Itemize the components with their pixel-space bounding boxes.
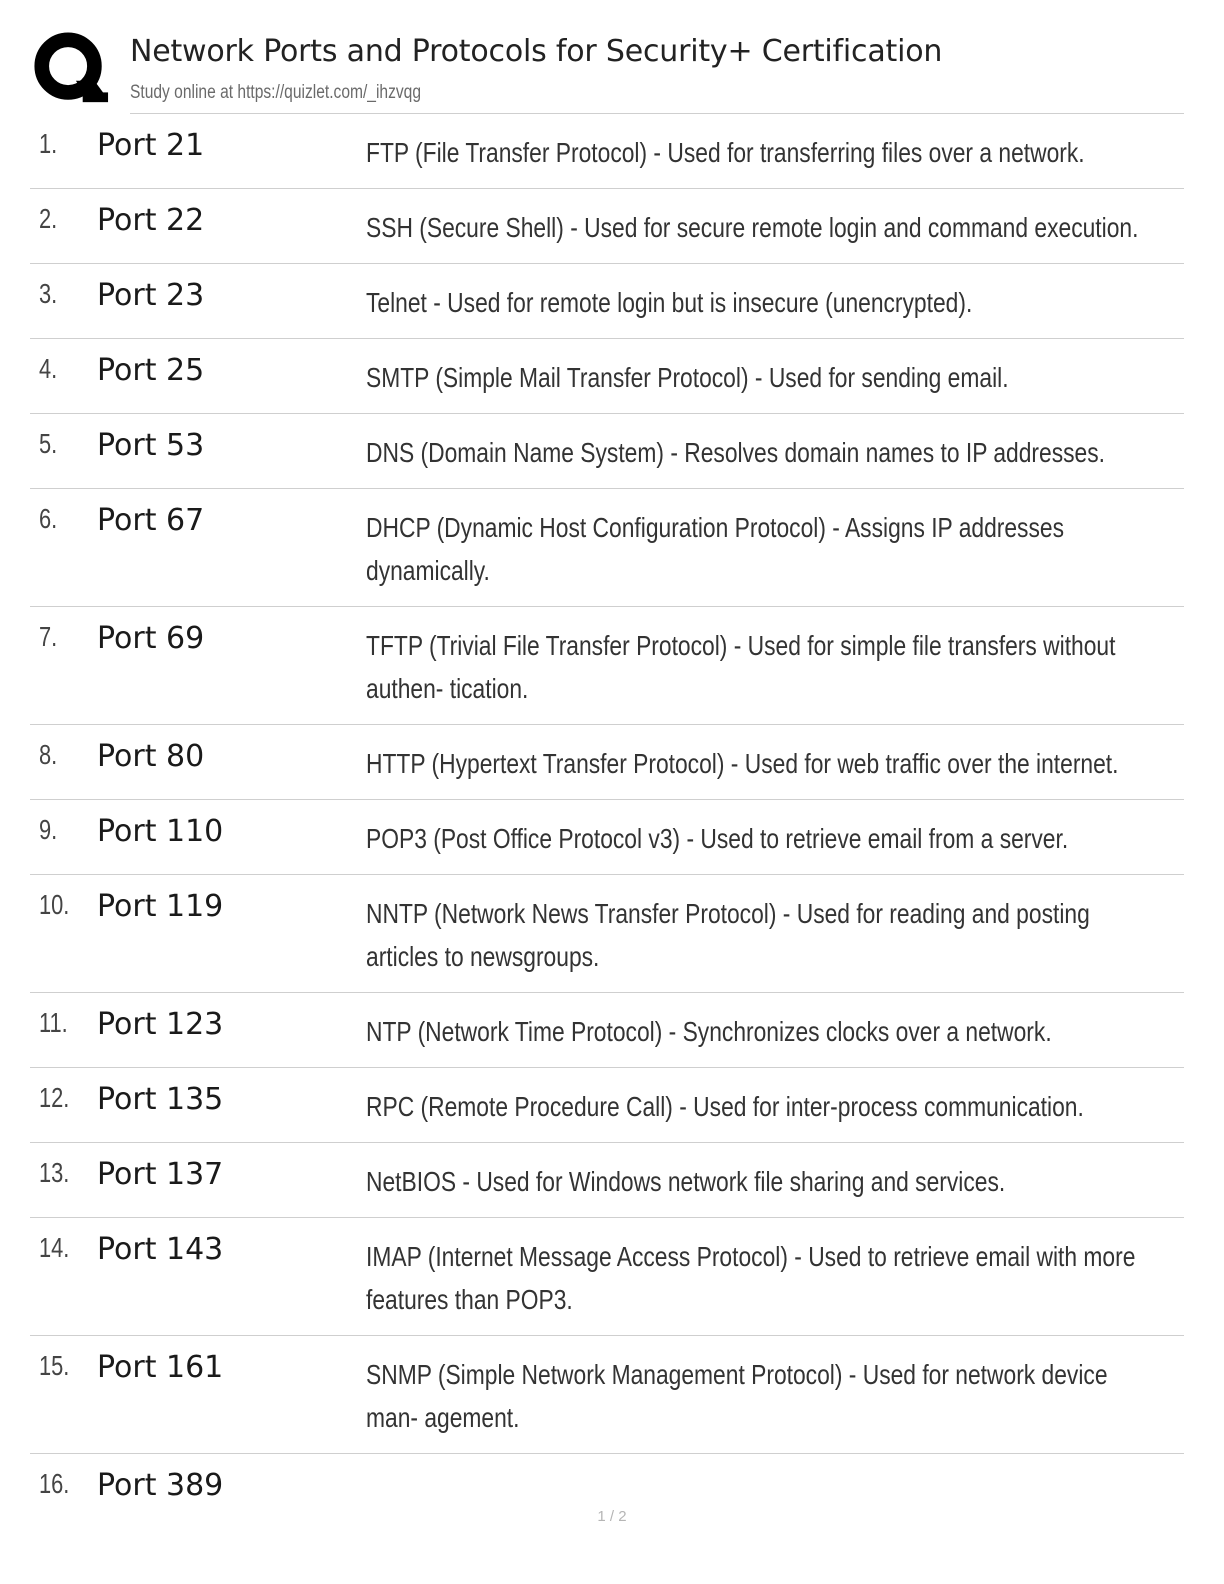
card-term: Port 110 bbox=[97, 814, 224, 849]
card-row bbox=[30, 993, 1184, 1068]
card-term: Port 23 bbox=[97, 278, 205, 313]
card-definition: SMTP (Simple Mail Transfer Protocol) - Used for sending email. bbox=[366, 362, 1009, 393]
card-definition: NetBIOS - Used for Windows network file sharing and services. bbox=[366, 1166, 1006, 1197]
card-term: Port 119 bbox=[97, 889, 224, 924]
card-number: 11. bbox=[39, 1007, 68, 1038]
card-row bbox=[30, 607, 1184, 725]
card-row bbox=[30, 875, 1184, 993]
page-title: Network Ports and Protocols for Security+ Certification bbox=[130, 34, 943, 69]
card-number: 3. bbox=[39, 278, 58, 309]
card-term: Port 21 bbox=[97, 128, 205, 163]
card-term: Port 69 bbox=[97, 621, 205, 656]
card-row bbox=[30, 1218, 1184, 1336]
card-row bbox=[30, 189, 1184, 264]
card-number: 12. bbox=[39, 1082, 70, 1113]
card-term: Port 137 bbox=[97, 1157, 224, 1192]
page-header bbox=[30, 28, 1184, 114]
card-number: 1. bbox=[39, 128, 58, 159]
card-definition bbox=[366, 1466, 1165, 1471]
card-number: 16. bbox=[39, 1468, 70, 1499]
card-definition: IMAP (Internet Message Access Protocol) - Used to retrieve email with more features than POP3. bbox=[366, 1241, 1136, 1315]
card-term: Port 389 bbox=[97, 1468, 224, 1503]
card-term: Port 135 bbox=[97, 1082, 224, 1117]
card-definition: FTP (File Transfer Protocol) - Used for transferring files over a network. bbox=[366, 137, 1085, 168]
card-definition: HTTP (Hypertext Transfer Protocol) - Used for web traffic over the internet. bbox=[366, 748, 1119, 779]
card-number: 7. bbox=[39, 621, 58, 652]
card-term: Port 80 bbox=[97, 739, 205, 774]
card-number: 10. bbox=[39, 889, 70, 920]
card-definition: Telnet - Used for remote login but is insecure (unencrypted). bbox=[366, 287, 973, 318]
card-list bbox=[30, 114, 1184, 1529]
card-term: Port 22 bbox=[97, 203, 205, 238]
card-definition: DHCP (Dynamic Host Configuration Protocol) - Assigns IP addresses dynamically. bbox=[366, 512, 1064, 586]
card-definition: SSH (Secure Shell) - Used for secure remote login and command execution. bbox=[366, 212, 1139, 243]
card-number: 13. bbox=[39, 1157, 70, 1188]
page-indicator: 1 / 2 bbox=[597, 1508, 627, 1525]
card-number: 2. bbox=[39, 203, 58, 234]
study-link-text: Study online at https://quizlet.com/_ihzvqg bbox=[130, 82, 421, 103]
quizlet-logo-icon bbox=[32, 30, 110, 108]
card-term: Port 53 bbox=[97, 428, 205, 463]
card-term: Port 143 bbox=[97, 1232, 224, 1267]
card-row bbox=[30, 800, 1184, 875]
card-number: 9. bbox=[39, 814, 58, 845]
card-definition: NTP (Network Time Protocol) - Synchronizes clocks over a network. bbox=[366, 1016, 1052, 1047]
card-row bbox=[30, 725, 1184, 800]
card-definition: TFTP (Trivial File Transfer Protocol) - Used for simple file transfers without authen- tication. bbox=[366, 630, 1116, 704]
card-definition: POP3 (Post Office Protocol v3) - Used to retrieve email from a server. bbox=[366, 823, 1069, 854]
card-row bbox=[30, 1143, 1184, 1218]
card-term: Port 25 bbox=[97, 353, 205, 388]
card-definition: RPC (Remote Procedure Call) - Used for inter-process communication. bbox=[366, 1091, 1084, 1122]
card-term: Port 161 bbox=[97, 1350, 224, 1385]
card-row bbox=[30, 114, 1184, 189]
card-row bbox=[30, 489, 1184, 607]
card-number: 4. bbox=[39, 353, 58, 384]
card-definition: DNS (Domain Name System) - Resolves domain names to IP addresses. bbox=[366, 437, 1105, 468]
card-definition: SNMP (Simple Network Management Protocol) - Used for network device man- agement. bbox=[366, 1359, 1108, 1433]
card-number: 8. bbox=[39, 739, 58, 770]
card-number: 15. bbox=[39, 1350, 70, 1381]
card-row bbox=[30, 264, 1184, 339]
card-term: Port 67 bbox=[97, 503, 205, 538]
card-row bbox=[30, 339, 1184, 414]
card-definition: NNTP (Network News Transfer Protocol) - Used for reading and posting articles to newsgroups. bbox=[366, 898, 1090, 972]
card-number: 5. bbox=[39, 428, 58, 459]
card-row bbox=[30, 1336, 1184, 1454]
card-number: 14. bbox=[39, 1232, 70, 1263]
card-number: 6. bbox=[39, 503, 58, 534]
card-row bbox=[30, 414, 1184, 489]
card-term: Port 123 bbox=[97, 1007, 224, 1042]
card-row bbox=[30, 1068, 1184, 1143]
